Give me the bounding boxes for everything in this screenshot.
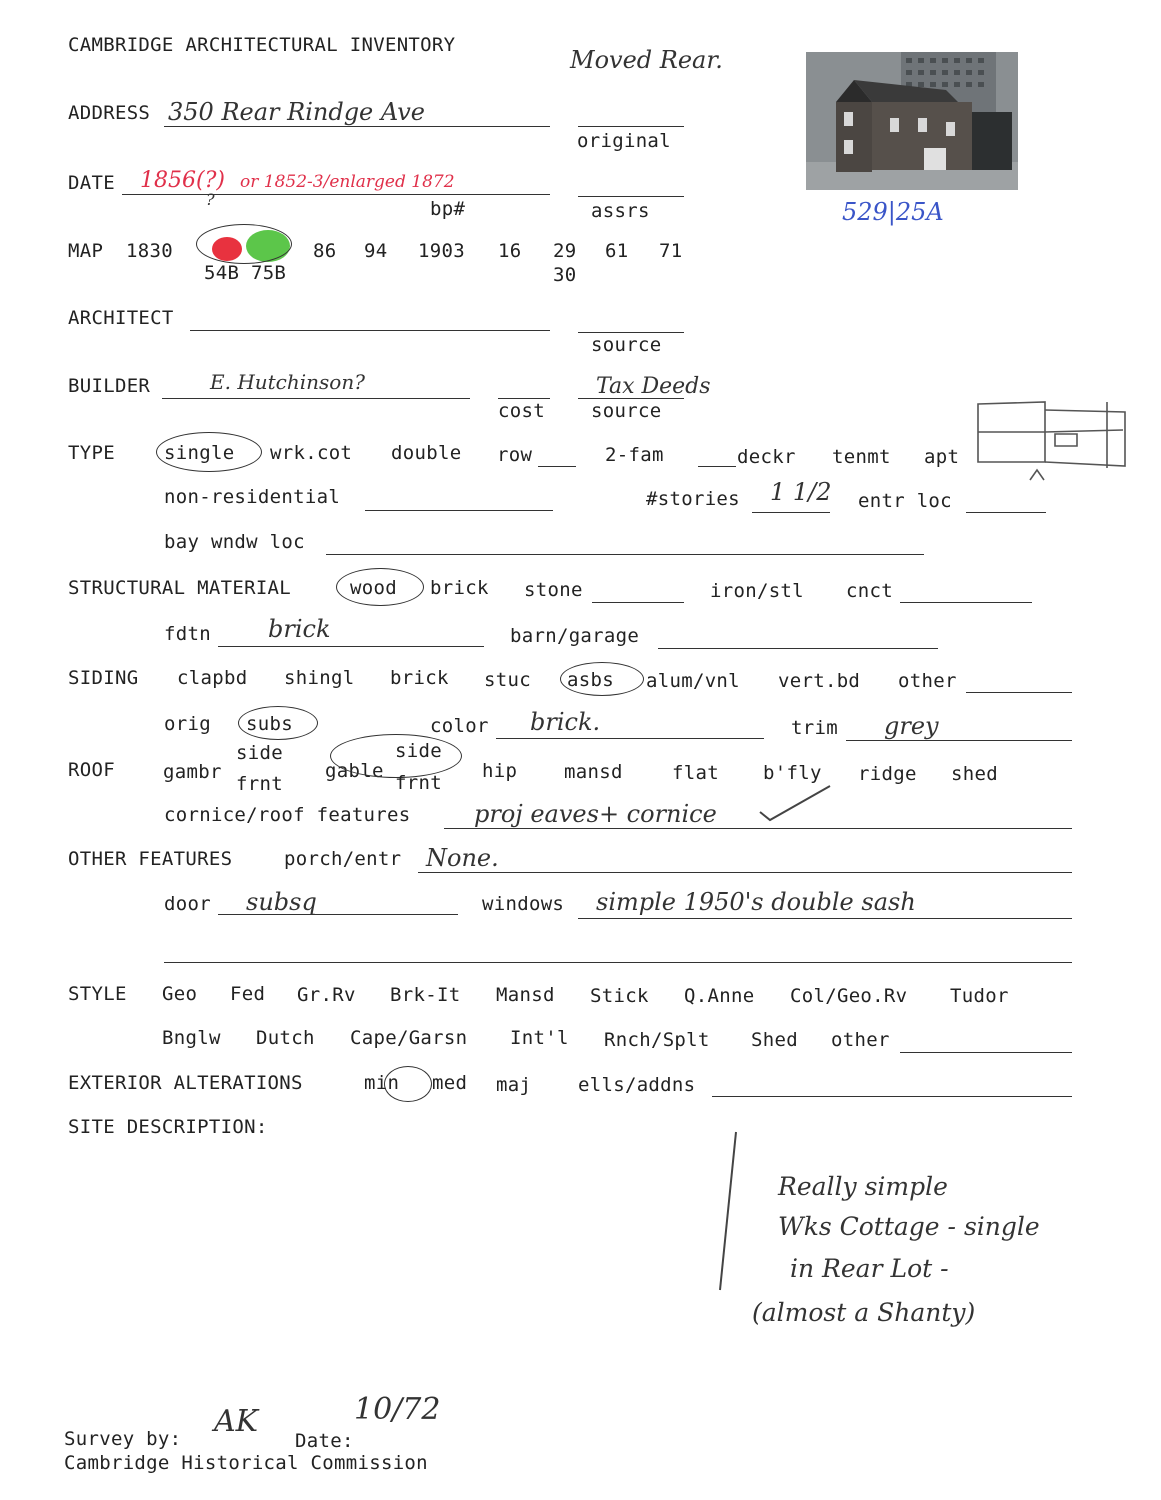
date-value-red: 1856(?) [140,168,225,193]
commission-label: Cambridge Historical Commission [64,1452,428,1474]
style-shed: Shed [751,1029,798,1051]
porch-line [418,872,1072,873]
door-value: subsq [246,888,317,916]
trim-line [846,740,1072,741]
moved-rear-note: Moved Rear. [570,46,723,74]
gable-frnt: frnt [395,772,442,794]
type-single: single [164,442,235,464]
orig-subs: subs [246,713,293,735]
style-bnglw: Bnglw [162,1027,221,1049]
deckr-line [698,466,736,467]
gambr-side: side [236,742,283,764]
map-86: 86 [313,240,337,262]
style-other-line [900,1052,1072,1053]
ells-addns-line [712,1096,1072,1097]
porch-value: None. [426,844,499,872]
architect-source-line [578,332,684,333]
non-residential-label: non-residential [164,486,341,508]
cornice-value: proj eaves+ cornice [474,800,717,828]
porch-label: porch/entr [284,848,402,870]
orig-label: orig [164,713,211,735]
siding-brick: brick [390,667,449,689]
entr-loc-line [966,512,1046,513]
map-54b-75b: 54B 75B [204,262,287,284]
style-fed: Fed [230,983,266,1005]
cornice-line [444,828,1072,829]
siding-other: other [898,670,957,692]
site-description-label: SITE DESCRIPTION: [68,1116,268,1138]
form-title: CAMBRIDGE ARCHITECTURAL INVENTORY [68,34,456,56]
floor-plan-sketch [975,396,1145,482]
survey-by-label: Survey by: [64,1428,182,1450]
builder-value: E. Hutchinson? [210,370,365,394]
builder-line [162,398,470,399]
architect-source-label: source [591,334,662,356]
material-cnct: cnct [846,580,893,602]
alteration-ells-addns: ells/addns [578,1074,696,1096]
cost-label: cost [498,400,545,422]
roof-gambr: gambr [163,761,222,783]
survey-date-label: Date: [295,1430,354,1452]
builder-source-value: Tax Deeds [596,374,711,399]
structural-material-label: STRUCTURAL MATERIAL [68,577,292,599]
builder-source-label: source [591,400,662,422]
address-label: ADDRESS [68,102,151,124]
bp-label: bp# [430,198,466,220]
type-apt: apt [924,446,960,468]
stories-line [752,512,830,513]
roof-bfly: b'fly [763,762,822,784]
date-label: DATE [68,172,115,194]
style-label: STYLE [68,983,127,1005]
stories-label: #stories [646,488,740,510]
style-gr-rv: Gr.Rv [297,984,356,1006]
map-1903: 1903 [418,240,465,262]
checkmark-icon [756,782,836,826]
windows-label: windows [482,893,565,915]
style-rnch-splt: Rnch/Splt [604,1029,710,1051]
assrs-line [578,196,684,197]
siding-other-line [966,692,1072,693]
date-line [122,194,550,195]
siding-clapbd: clapbd [177,667,248,689]
style-cape-garsn: Cape/Garsn [350,1027,468,1049]
alteration-maj: maj [496,1074,532,1096]
site-note-4: (almost a Shanty) [752,1298,976,1327]
bay-window-line [326,554,924,555]
single-circle [156,432,262,472]
original-line [578,126,684,127]
style-q-anne: Q.Anne [684,985,755,1007]
fdtn-line [218,646,484,647]
address-line [164,126,550,127]
photo-id: 529|25A [842,198,944,226]
gambr-frnt: frnt [236,773,283,795]
type-tenmt: tenmt [832,446,891,468]
cornice-label: cornice/roof features [164,804,411,826]
windows-value: simple 1950's double sash [596,888,916,916]
wood-circle [336,568,424,606]
type-double: double [391,442,462,464]
entr-loc-label: entr loc [858,490,952,512]
barn-garage-line [658,648,938,649]
exterior-alterations-label: EXTERIOR ALTERATIONS [68,1072,303,1094]
style-stick: Stick [590,985,649,1007]
map-94: 94 [364,240,388,262]
building-photo [806,52,1018,190]
min-circle [384,1066,432,1102]
type-2-fam: 2-fam [605,444,664,466]
trim-label: trim [791,717,838,739]
cnct-line [900,602,1032,603]
door-label: door [164,893,211,915]
style-geo: Geo [162,983,198,1005]
roof-flat: flat [672,762,719,784]
architect-line [190,330,550,331]
style-other: other [831,1029,890,1051]
stone-line [592,602,684,603]
address-value: 350 Rear Rindge Ave [168,98,426,126]
door-line [218,914,458,915]
alteration-med: med [432,1072,468,1094]
siding-shingl: shingl [284,667,355,689]
gable-side: side [395,740,442,762]
roof-hip: hip [482,760,518,782]
color-line [496,738,764,739]
site-note-2: Wks Cottage - single [778,1212,1040,1241]
style-mansd: Mansd [496,984,555,1006]
material-wood: wood [350,577,397,599]
siding-vert-bd: vert.bd [778,670,861,692]
original-label: original [577,130,671,152]
siding-alum-vnl: alum/vnl [646,670,740,692]
material-iron-stl: iron/stl [710,580,804,602]
row-line [538,466,576,467]
date-value-red-2: or 1852-3/enlarged 1872 [240,172,455,192]
roof-ridge: ridge [858,763,917,785]
siding-stuc: stuc [484,669,531,691]
color-label: color [430,715,489,737]
roof-label: ROOF [68,759,115,781]
style-col-geo-rv: Col/Geo.Rv [790,985,908,1007]
barn-garage-label: barn/garage [510,625,640,647]
map-71: 71 [659,240,683,262]
style-intl: Int'l [510,1027,569,1049]
map-29: 29 [553,240,577,262]
extra-line [164,962,1072,963]
map-16: 16 [498,240,522,262]
roof-gable: gable [325,760,384,782]
cost-line [498,398,550,399]
trim-value: grey [884,712,939,740]
map-61: 61 [605,240,629,262]
style-brk-it: Brk-It [390,984,461,1006]
type-row: row [497,444,533,466]
asbs-circle [560,662,644,696]
architect-label: ARCHITECT [68,307,174,329]
builder-source-line [578,398,684,399]
map-label: MAP [68,240,104,262]
roof-shed: shed [951,763,998,785]
style-tudor: Tudor [950,985,1009,1007]
alteration-min: min [364,1072,400,1094]
bay-window-label: bay wndw loc [164,531,305,553]
map-30: 30 [553,264,577,286]
roof-mansd: mansd [564,761,623,783]
surveyor-value: AK [214,1404,259,1439]
margin-bar [714,1128,744,1298]
style-dutch: Dutch [256,1027,315,1049]
date-question: ? [206,190,215,209]
site-note-1: Really simple [778,1172,948,1201]
other-features-label: OTHER FEATURES [68,848,233,870]
map-circle [196,224,292,264]
type-label: TYPE [68,442,115,464]
siding-asbs: asbs [567,669,614,691]
non-residential-line [365,510,553,511]
fdtn-value: brick [268,615,331,643]
subs-circle [238,706,318,740]
stories-value: 1 1/2 [770,478,832,506]
material-stone: stone [524,579,583,601]
survey-date-value: 10/72 [354,1392,441,1427]
type-wrk-cot: wrk.cot [270,442,353,464]
fdtn-label: fdtn [164,623,211,645]
builder-label: BUILDER [68,375,151,397]
color-value: brick. [530,708,601,736]
type-deckr: deckr [737,446,796,468]
siding-label: SIDING [68,667,139,689]
assrs-label: assrs [591,200,650,222]
site-note-3: in Rear Lot - [790,1254,949,1283]
material-brick: brick [430,577,489,599]
windows-line [578,918,1072,919]
map-1830: 1830 [126,240,173,262]
